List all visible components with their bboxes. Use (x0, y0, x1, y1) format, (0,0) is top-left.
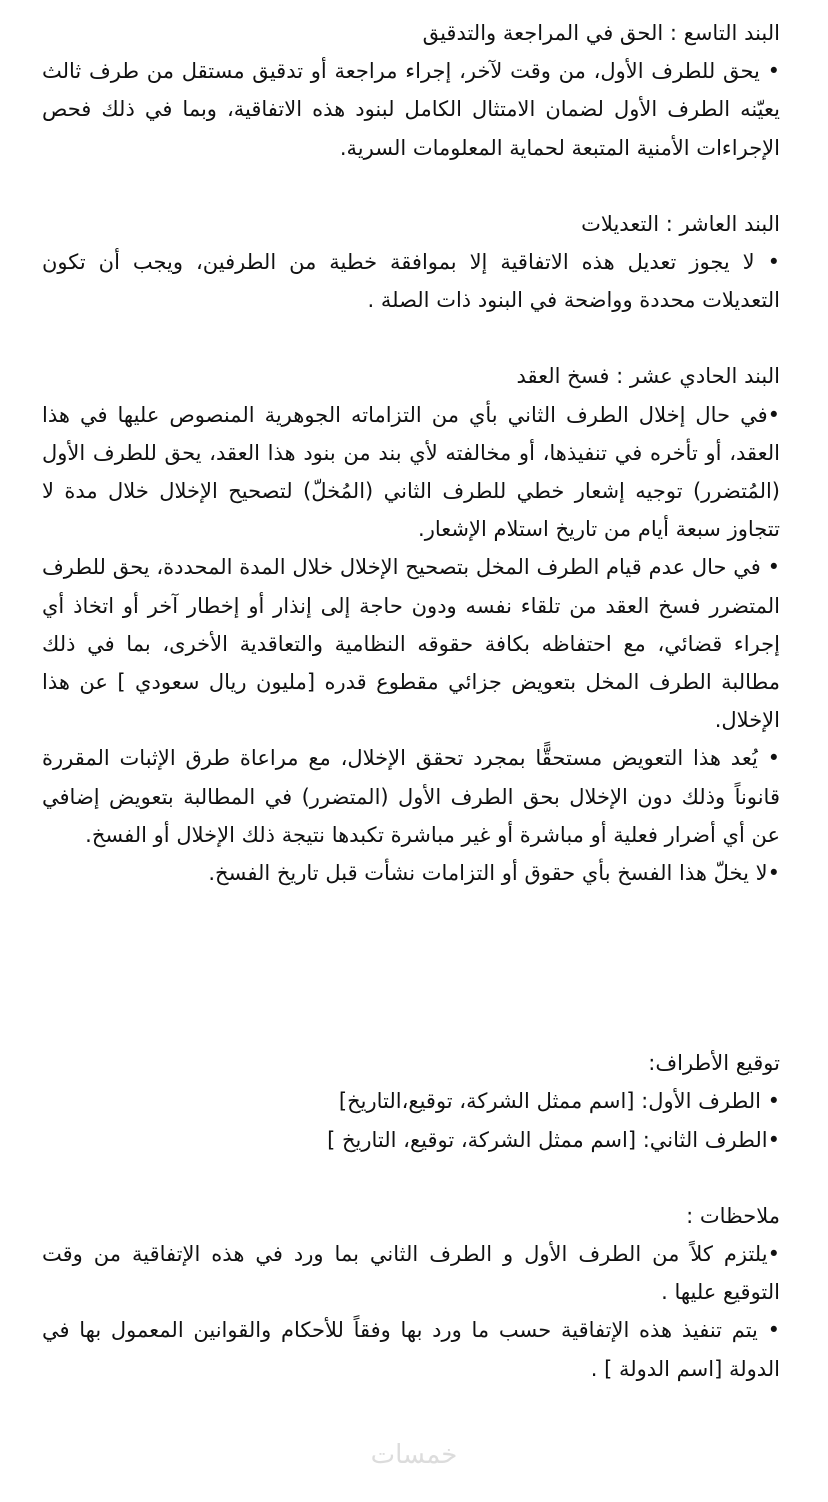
article-11-heading: البند الحادي عشر : فسخ العقد (516, 364, 780, 389)
article-9 (42, 14, 780, 167)
spacer (42, 1159, 780, 1197)
spacer (42, 167, 780, 205)
signatures-heading: توقيع الأطراف: (648, 1051, 780, 1076)
notes (42, 1197, 780, 1388)
notes-heading: ملاحظات : (686, 1203, 780, 1228)
note-item: • يتم تنفيذ هذه الإتفاقية حسب ما ورد بها وفقاً للأحكام والقوانين المعمول بها في الدولة [اسم الدولة ] . (42, 1318, 780, 1381)
article-10 (42, 205, 780, 320)
khamsat-watermark: خمسات (370, 1440, 458, 1470)
second-party-signature: •الطرف الثاني: [اسم ممثل الشركة، توقيع، التاريخ ] (327, 1127, 780, 1152)
article-11-bullet: •لا يخلّ هذا الفسخ بأي حقوق أو التزامات نشأت قبل تاريخ الفسخ. (208, 861, 780, 886)
article-11-bullet: • في حال عدم قيام الطرف المخل بتصحيح الإخلال خلال المدة المحددة، يحق للطرف المتضرر فسخ العقد من تلقاء نفسه ودون حاجة إلى إنذار أو إخطار آخر أو اتخاذ أي إجراء قضائي، مع احتفاظه بكافة حقوقه النظامية والتعاقدية الأخرى، بما في ذلك مطالبة الطرف المخل بتعويض جزائي مقطوع قدره [مليون ريال سعودي ] عن هذا الإخلال. (42, 555, 780, 733)
article-11-bullet: •في حال إخلال الطرف الثاني بأي من التزاماته الجوهرية المنصوص عليها في هذا العقد، أو تأخره في تنفيذها، أو مخالفته لأي بند من بنود هذا العقد، يحق للطرف الأول (المُتضرر) توجيه إشعار خطي للطرف الثاني (المُخلّ) لتصحيح الإخلال خلال مدة لا تتجاوز سبعة أيام من تاريخ استلام الإشعار. (42, 402, 780, 542)
article-9-heading: البند التاسع : الحق في المراجعة والتدقيق (422, 21, 780, 45)
contract-document (42, 14, 780, 1388)
note-item: •يلتزم كلاً من الطرف الأول و الطرف الثاني بما ورد في هذه الإتفاقية من وقت التوقيع عليها . (42, 1242, 780, 1305)
article-11-bullet: • يُعد هذا التعويض مستحقًّا بمجرد تحقق الإخلال، مع مراعاة طرق الإثبات المقررة قانوناً وذلك دون الإخلال بحق الطرف الأول (المتضرر) في المطالبة بتعويض إضافي عن أي أضرار فعلية أو مباشرة أو غير مباشرة تكبدها نتيجة ذلك الإخلال أو الفسخ. (42, 746, 780, 847)
article-10-text: • لا يجوز تعديل هذه الاتفاقية إلا بموافقة خطية من الطرفين، ويجب أن تكون التعديلات محددة وواضحة في البنود ذات الصلة . (42, 250, 780, 313)
article-11 (42, 357, 780, 892)
first-party-signature: • الطرف الأول: [اسم ممثل الشركة، توقيع،التاريخ] (338, 1089, 780, 1114)
article-9-text: • يحق للطرف الأول، من وقت لآخر، إجراء مراجعة أو تدقيق مستقل من طرف ثالث يعيّنه الطرف الأول لضمان الامتثال الكامل لبنود هذه الاتفاقية، وبما في ذلك فحص الإجراءات الأمنية المتبعة لحماية المعلومات السرية. (42, 59, 780, 160)
spacer (42, 892, 780, 1044)
spacer (42, 319, 780, 357)
signatures (42, 1044, 780, 1159)
article-10-heading: البند العاشر : التعديلات (581, 211, 780, 236)
